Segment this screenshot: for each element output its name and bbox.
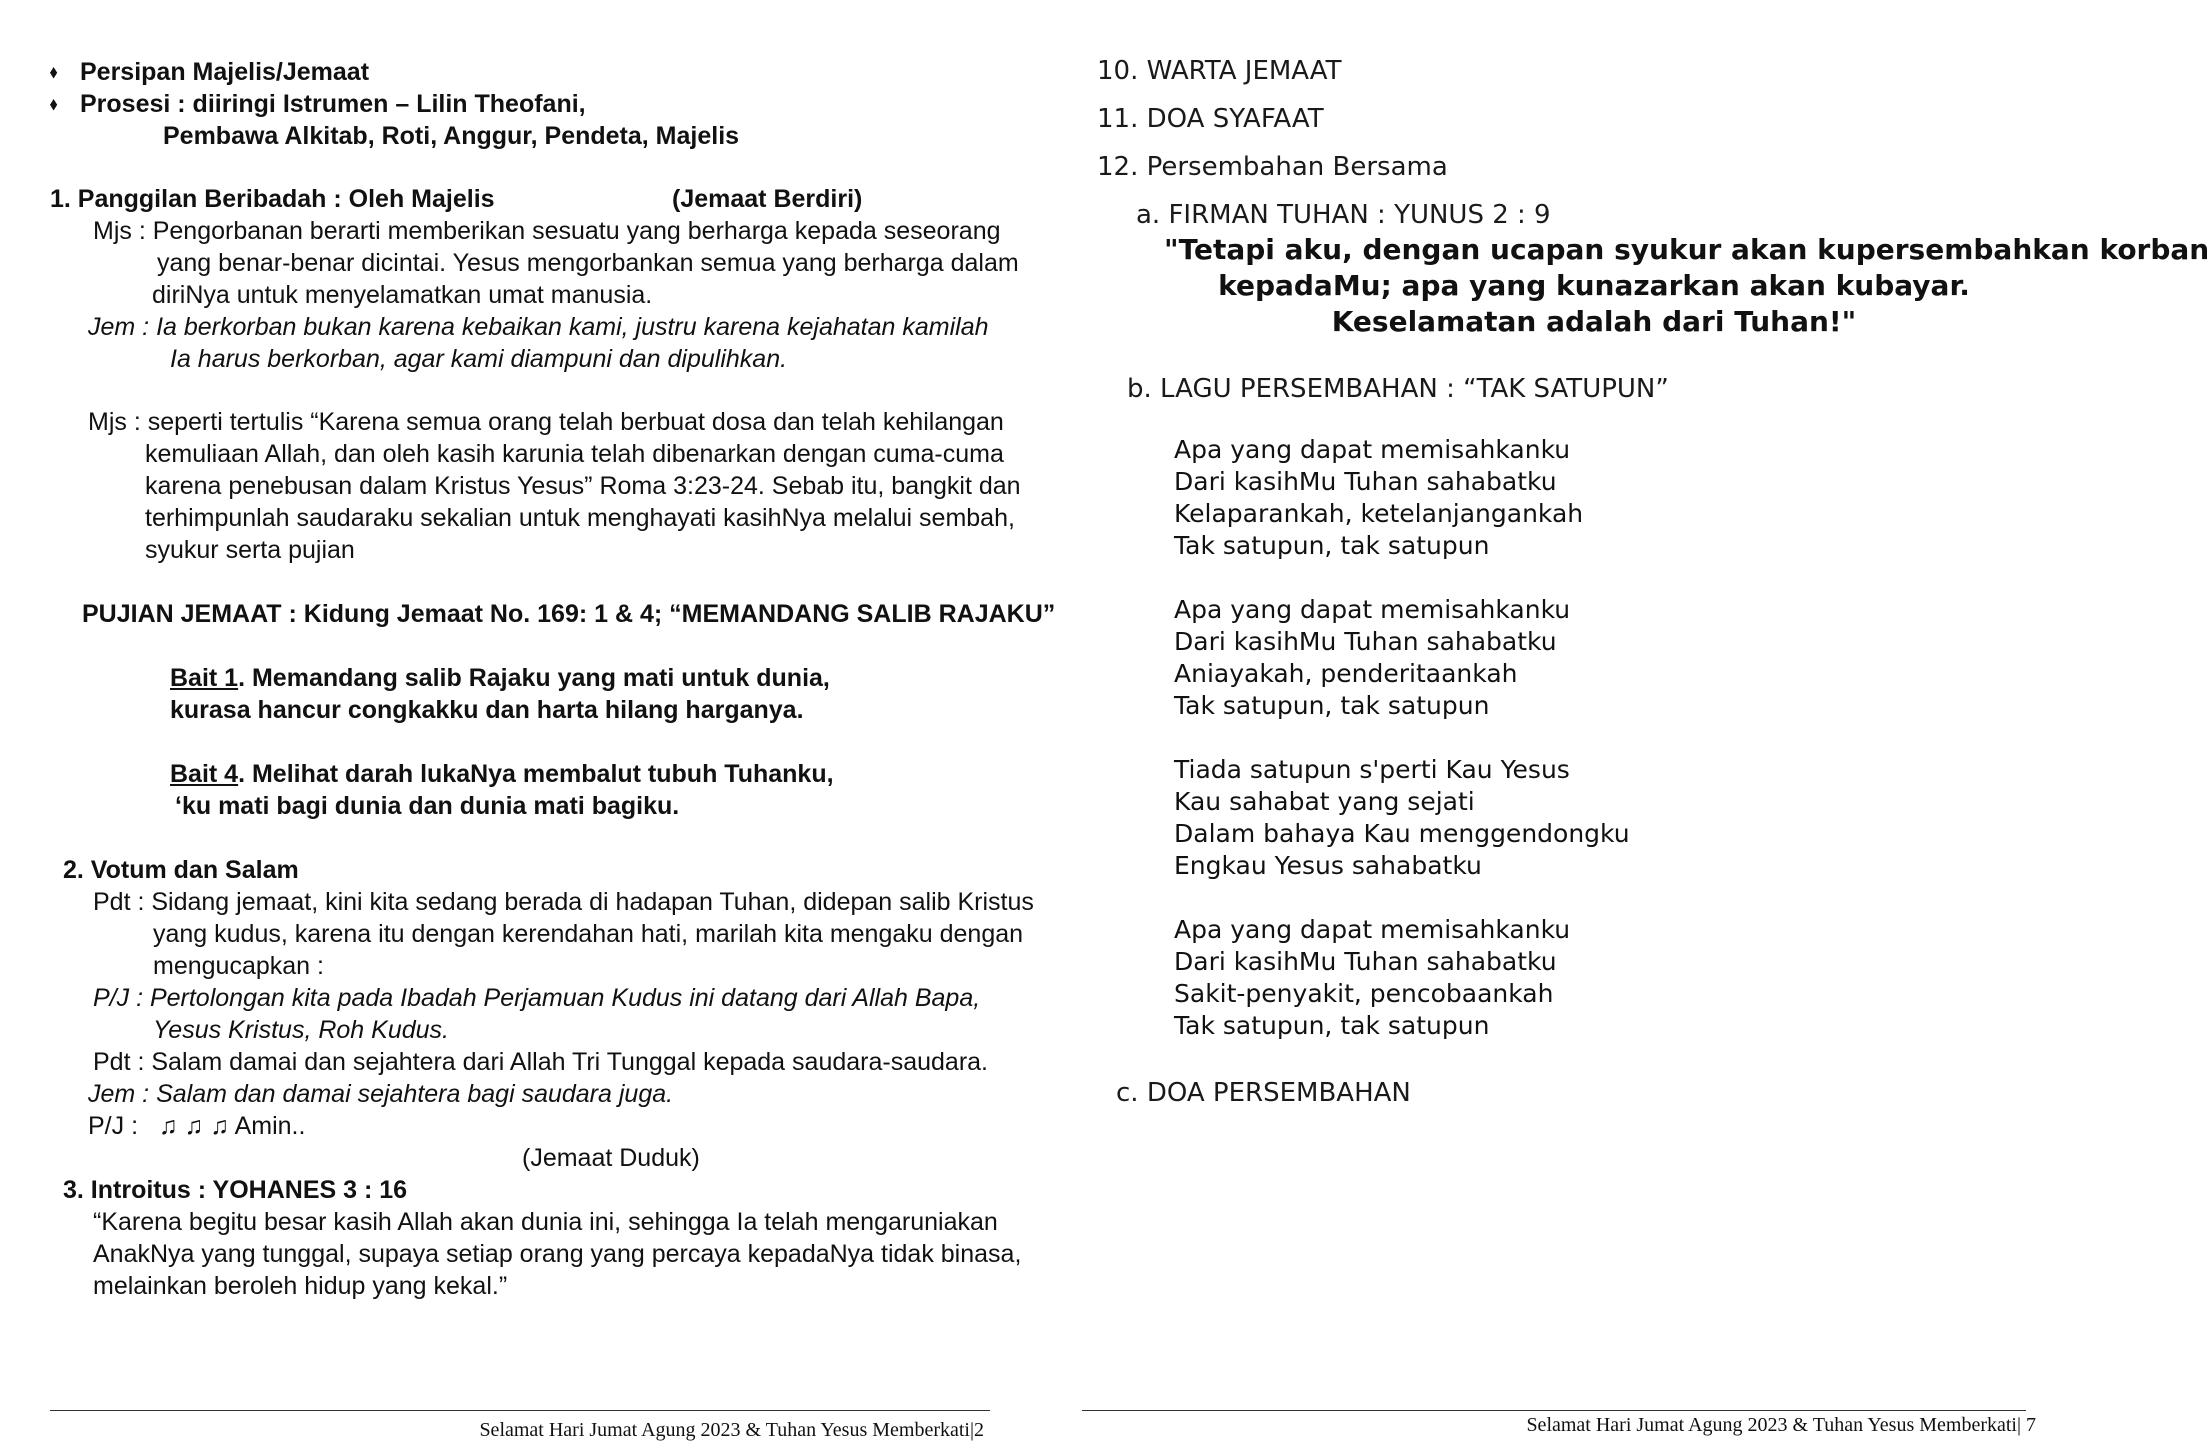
- diamond-bullet-icon: ⬧: [50, 64, 58, 82]
- pujian-title: PUJIAN JEMAAT : Kidung Jemaat No. 169: 1 & 4; “MEMANDANG SALIB RAJAKU”: [82, 600, 1056, 628]
- right-page: [1024, 0, 2209, 1448]
- song-line: Dari kasihMu Tuhan sahabatku: [1174, 467, 1557, 496]
- song-line: Tak satupun, tak satupun: [1174, 1011, 1490, 1040]
- bait-4-line-2: ‘ku mati bagi dunia dan dunia mati bagiku.: [175, 792, 680, 820]
- item-doa-syafaat: 11. DOA SYAFAAT: [1097, 104, 1324, 134]
- pj-response-line: P/J : Pertolongan kita pada Ibadah Perjamuan Kudus ini datang dari Allah Bapa,: [93, 984, 981, 1012]
- prelude-item-2: ⬧ Prosesi : diiringi Istrumen – Lilin Theofani,: [50, 88, 586, 121]
- introitus-line: AnakNya yang tunggal, supaya setiap orang yang percaya kepadaNya tidak binasa,: [93, 1240, 1022, 1268]
- song-line: Sakit-penyakit, pencobaankah: [1174, 979, 1554, 1008]
- pj-amin-line: P/J : ♫ ♫ ♫ Amin..: [88, 1112, 306, 1140]
- section-3-title: 3. Introitus : YOHANES 3 : 16: [63, 1176, 408, 1204]
- introitus-line: “Karena begitu besar kasih Allah akan dunia ini, sehingga Ia telah mengaruniakan: [93, 1208, 998, 1236]
- song-line: Tak satupun, tak satupun: [1174, 531, 1490, 560]
- firman-title: a. FIRMAN TUHAN : YUNUS 2 : 9: [1136, 200, 1551, 230]
- diamond-bullet-icon: ⬧: [50, 96, 58, 114]
- song-line: Apa yang dapat memisahkanku: [1174, 915, 1571, 944]
- song-line: Aniayakah, penderitaankah: [1174, 659, 1518, 688]
- item-persembahan: 12. Persembahan Bersama: [1097, 152, 1448, 182]
- song-line: Apa yang dapat memisahkanku: [1174, 435, 1571, 464]
- verse-line: "Tetapi aku, dengan ucapan syukur akan kupersembahkan korban: [1164, 233, 2209, 266]
- section-2-title: 2. Votum dan Salam: [63, 856, 299, 884]
- introitus-line: melainkan beroleh hidup yang kekal.”: [93, 1272, 508, 1300]
- song-line: Tak satupun, tak satupun: [1174, 691, 1490, 720]
- mjs-line: diriNya untuk menyelamatkan umat manusia.: [152, 281, 653, 309]
- prelude-item-1: ⬧ Persipan Majelis/Jemaat: [50, 56, 369, 89]
- music-notes-icon: ♫ ♫ ♫: [158, 1112, 230, 1140]
- footer-divider: [1082, 1410, 2026, 1411]
- bait-1-line-1: Bait 1. Memandang salib Rajaku yang mati untuk dunia,: [170, 664, 830, 692]
- song-line: Apa yang dapat memisahkanku: [1174, 595, 1571, 624]
- jemaat-response-line: Jem : Salam dan damai sejahtera bagi saudara juga.: [88, 1080, 674, 1108]
- mjs-line: yang benar-benar dicintai. Yesus mengorbankan semua yang berharga dalam: [157, 249, 1019, 277]
- song-line: Dari kasihMu Tuhan sahabatku: [1174, 947, 1557, 976]
- prelude-item-2-continued: Pembawa Alkitab, Roti, Anggur, Pendeta, Majelis: [163, 122, 740, 150]
- bait-1-label: Bait 1: [170, 664, 239, 692]
- pj-response-line: Yesus Kristus, Roh Kudus.: [153, 1016, 449, 1044]
- bait-4-label: Bait 4: [170, 760, 239, 788]
- mjs-line: karena penebusan dalam Kristus Yesus” Roma 3:23-24. Sebab itu, bangkit dan: [145, 472, 1021, 500]
- lagu-title: b. LAGU PERSEMBAHAN : “TAK SATUPUN”: [1127, 374, 1669, 404]
- song-line: Dalam bahaya Kau menggendongku: [1174, 819, 1630, 848]
- song-line: Tiada satupun s'perti Kau Yesus: [1174, 755, 1570, 784]
- bait-1-line-2: kurasa hancur congkakku dan harta hilang harganya.: [170, 696, 804, 724]
- mjs-line: kemuliaan Allah, dan oleh kasih karunia telah dibenarkan dengan cuma-cuma: [145, 440, 1004, 468]
- left-page: [0, 0, 1056, 1448]
- page-footer: Selamat Hari Jumat Agung 2023 & Tuhan Yesus Memberkati| 7: [1526, 1414, 2036, 1436]
- pdt-line: yang kudus, karena itu dengan kerendahan hati, marilah kita mengaku dengan: [153, 920, 1024, 948]
- bait-4-line-1: Bait 4. Melihat darah lukaNya membalut tubuh Tuhanku,: [170, 760, 834, 788]
- mjs-line: Mjs : Pengorbanan berarti memberikan sesuatu yang berharga kepada seseorang: [93, 217, 1001, 245]
- song-line: Dari kasihMu Tuhan sahabatku: [1174, 627, 1557, 656]
- doa-persembahan-title: c. DOA PERSEMBAHAN: [1116, 1078, 1411, 1108]
- song-line: Engkau Yesus sahabatku: [1174, 851, 1482, 880]
- pdt-line: Pdt : Salam damai dan sejahtera dari Allah Tri Tunggal kepada saudara-saudara.: [93, 1048, 988, 1076]
- section-2-note: (Jemaat Duduk): [522, 1144, 700, 1172]
- pdt-line: mengucapkan :: [153, 952, 324, 980]
- item-warta-jemaat: 10. WARTA JEMAAT: [1097, 56, 1342, 86]
- section-1-note: (Jemaat Berdiri): [672, 185, 863, 213]
- song-line: Kelaparankah, ketelanjangankah: [1174, 499, 1584, 528]
- verse-line: kepadaMu; apa yang kunazarkan akan kubayar.: [1218, 269, 1970, 302]
- jemaat-response-line: Ia harus berkorban, agar kami diampuni dan dipulihkan.: [170, 345, 788, 373]
- mjs-line: terhimpunlah saudaraku sekalian untuk menghayati kasihNya melalui sembah,: [145, 504, 1015, 532]
- mjs-line: syukur serta pujian: [145, 536, 355, 564]
- section-1-title: 1. Panggilan Beribadah : Oleh Majelis: [50, 185, 495, 213]
- pdt-line: Pdt : Sidang jemaat, kini kita sedang berada di hadapan Tuhan, didepan salib Kristus: [93, 888, 1034, 916]
- mjs-line: Mjs : seperti tertulis “Karena semua orang telah berbuat dosa dan telah kehilangan: [88, 408, 1004, 436]
- page-footer: Selamat Hari Jumat Agung 2023 & Tuhan Yesus Memberkati|2: [479, 1419, 984, 1441]
- jemaat-response-line: Jem : Ia berkorban bukan karena kebaikan kami, justru karena kejahatan kamilah: [88, 313, 989, 341]
- verse-line: Keselamatan adalah dari Tuhan!": [1331, 305, 1857, 338]
- footer-divider: [50, 1410, 990, 1411]
- song-line: Kau sahabat yang sejati: [1174, 787, 1475, 816]
